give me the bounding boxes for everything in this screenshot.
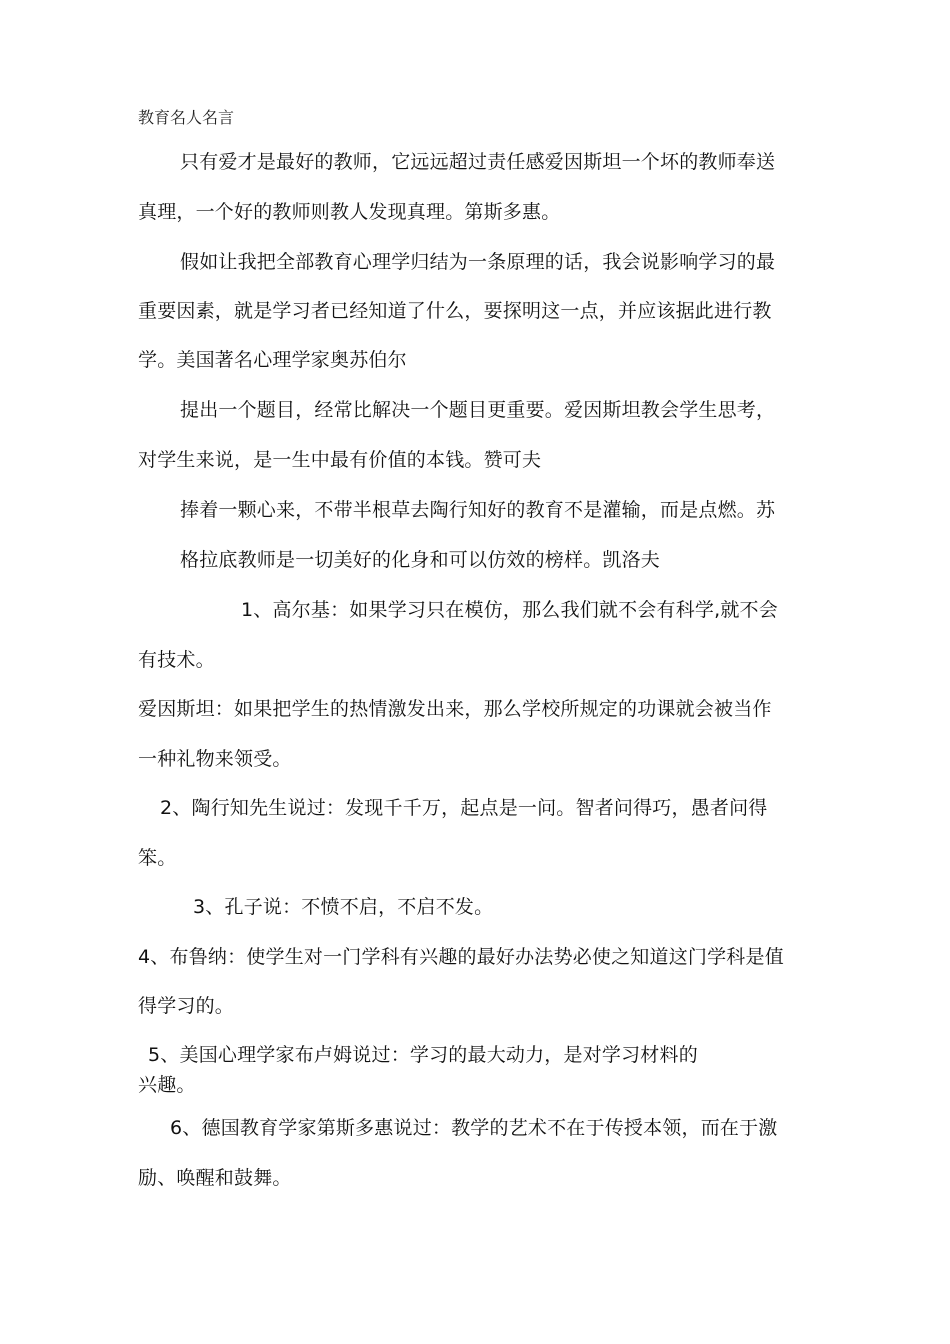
text-line: 捧着一颗心来，不带半根草去陶行知好的教育不是灌输，而是点燃。苏 — [180, 499, 776, 521]
text-line: 1、高尔基：如果学习只在模仿，那么我们就不会有科学,就不会 — [241, 599, 778, 621]
text-line: 兴趣。 — [138, 1074, 196, 1096]
document-title: 教育名人名言 — [138, 108, 235, 127]
text-line: 得学习的。 — [138, 995, 235, 1017]
text-line: 重要因素，就是学习者已经知道了什么，要探明这一点，并应该据此进行教 — [138, 300, 772, 322]
text-line: 提出一个题目，经常比解决一个题目更重要。爱因斯坦教会学生思考， — [180, 399, 776, 421]
text-line: 学。美国著名心理学家奥苏伯尔 — [138, 349, 407, 371]
text-line: 2、陶行知先生说过：发现千千万，起点是一问。智者问得巧，愚者问得 — [160, 797, 768, 819]
text-line: 励、唤醒和鼓舞。 — [138, 1167, 292, 1189]
text-line: 真理，一个好的教师则教人发现真理。第斯多惠。 — [138, 201, 561, 223]
text-line: 假如让我把全部教育心理学归结为一条原理的话，我会说影响学习的最 — [180, 251, 776, 273]
text-line: 一种礼物来领受。 — [138, 748, 292, 770]
text-line: 有技术。 — [138, 649, 215, 671]
text-line: 爱因斯坦：如果把学生的热情激发出来，那么学校所规定的功课就会被当作 — [138, 698, 772, 720]
text-line: 5、美国心理学家布卢姆说过：学习的最大动力，是对学习材料的 — [148, 1044, 698, 1066]
text-line: 对学生来说，是一生中最有价值的本钱。赞可夫 — [138, 449, 542, 471]
text-line: 只有爱才是最好的教师，它远远超过责任感爱因斯坦一个坏的教师奉送 — [180, 151, 776, 173]
text-line: 3、孔子说：不愤不启，不启不发。 — [193, 896, 494, 918]
text-line: 格拉底教师是一切美好的化身和可以仿效的榜样。凯洛夫 — [180, 549, 661, 571]
text-line: 笨。 — [138, 847, 177, 869]
text-line: 4、布鲁纳：使学生对一门学科有兴趣的最好办法势必使之知道这门学科是值 — [138, 946, 784, 968]
text-line: 6、德国教育学家第斯多惠说过：教学的艺术不在于传授本领，而在于激 — [170, 1117, 778, 1139]
